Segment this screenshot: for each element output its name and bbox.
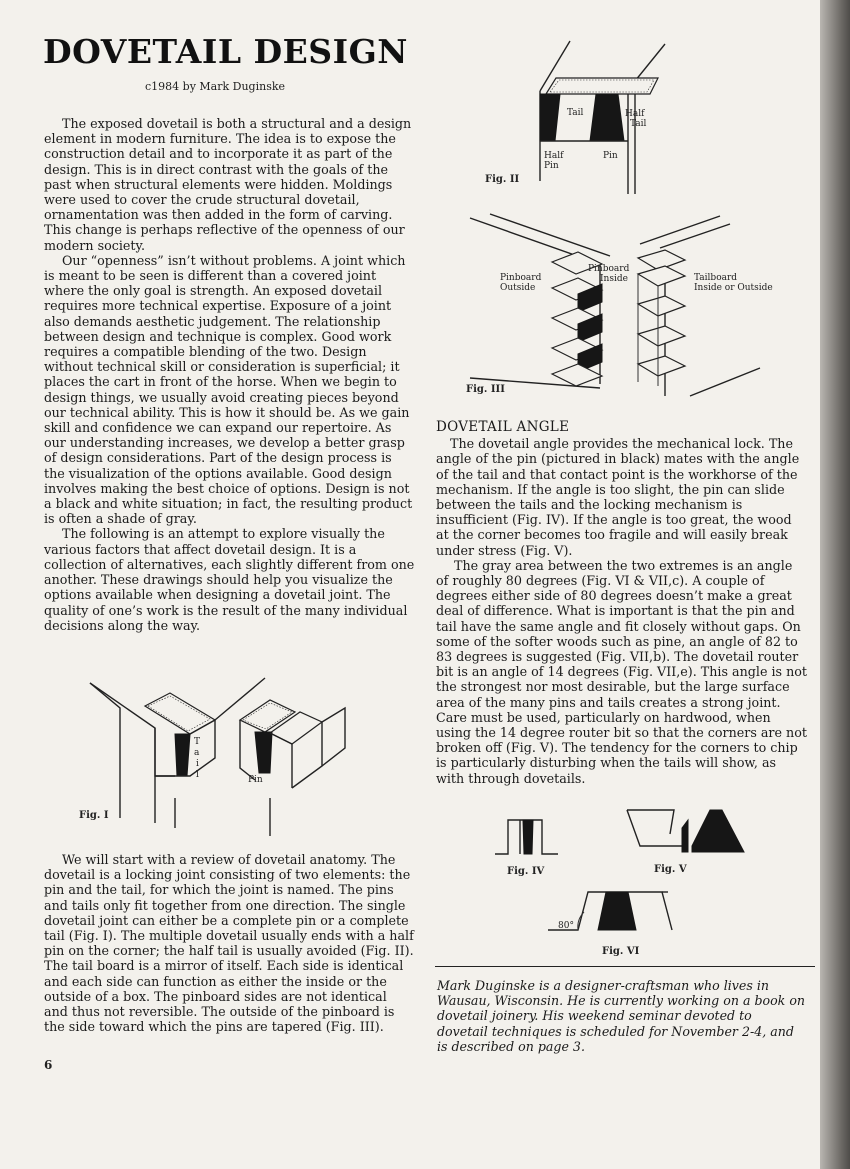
column-left-anatomy	[44, 852, 414, 1034]
pin-label: Pin	[248, 775, 263, 785]
angle-label: 80°	[558, 921, 574, 931]
fig1-tail-letters	[194, 737, 200, 780]
half-pin-label: Half	[544, 151, 564, 161]
figure-caption: Fig. V	[654, 864, 687, 875]
half-pin-label: Pin	[544, 161, 559, 171]
column-left-intro	[44, 116, 416, 633]
figure-caption: Fig. I	[79, 810, 109, 821]
figure-3	[460, 206, 795, 406]
paragraph: We will start with a review of dovetail anatomy. The dovetail is a locking joint consisting of two elements: the pin and the tail, for which the joint is named. The pins and tails only fit together from one direction. The single dovetail joint can either be a complete pin or a complete tail (Fig. I). The multiple dovetail usually ends with a half pin on the corner; the half tail is usually avoided (Fig. II). The tail board is a mirror of itself. Each side is identical and each side can function as either the inside or the outside of a box. The pinboard sides are not identical and thus not reversible. The outside of the pinboard is the side toward which the pins are tapered (Fig. III).	[44, 852, 414, 1035]
half-tail-label: Half	[625, 109, 645, 119]
figure-4	[490, 812, 570, 878]
fig3-tailboard-steps	[638, 250, 685, 386]
paragraph: The gray area between the two extremes is an angle of roughly 80 degrees (Fig. VI & VII,c). A couple of degrees either side of 80 degrees doesn’t make a great deal of difference. What is important is that the pin and tail have the same angle and fit closely without gaps. On some of the softer woods such as pine, an angle of 82 to 83 degrees is suggested (Fig. VII,b). The dovetail router bit is an angle of 14 degrees (Fig. VII,e). This angle is not the strongest nor most desirable, but the large surface area of the many pins and tails creates a strong joint. Care must be used, particularly on hardwood, when using the 14 degree router bit so that the corners are not broken off (Fig. V). The tendency for the corners to chip is particularly disturbing when the tails will show, as with through dovetails.	[436, 557, 808, 786]
pinboard-inside-label: Inside	[600, 274, 628, 284]
figure-caption: Fig. II	[485, 174, 520, 185]
tail-letter: l	[196, 770, 199, 780]
fig1-pin-board	[240, 700, 345, 836]
section-heading: DOVETAIL ANGLE	[436, 419, 570, 435]
pin-label: Pin	[603, 151, 618, 161]
paragraph: The following is an attempt to explore visually the various factors that affect dovetail design. It is a collection of alternatives, each slightly different from one another. These drawings should help you visualize the options available when designing a dovetail joint. The quality of one’s work is the result of the many individual decisions along the way.	[44, 526, 415, 633]
page-edge-shadow	[820, 0, 850, 1169]
figure-2	[480, 36, 710, 201]
figure-caption: Fig. VI	[602, 946, 640, 957]
tail-letter: i	[196, 759, 199, 769]
fig1-tail-board	[90, 678, 265, 828]
article-title: DOVETAIL DESIGN	[43, 32, 408, 71]
page-number: 6	[44, 1058, 53, 1072]
bio-divider	[435, 966, 815, 967]
tail-letter: T	[194, 737, 201, 747]
pinboard-outside-label: Outside	[500, 283, 536, 293]
pinboard-outside-label: Pinboard	[500, 273, 542, 283]
half-tail-label: Tail	[630, 119, 647, 129]
tailboard-label: Tailboard	[694, 273, 738, 283]
column-right	[436, 420, 808, 786]
figure-caption: Fig. III	[466, 384, 505, 395]
figure-caption: Fig. IV	[507, 866, 545, 877]
figure-5	[622, 806, 752, 876]
byline: c1984 by Mark Duginske	[145, 80, 286, 93]
paragraph: The exposed dovetail is both a structural and a design element in modern furniture. The idea is to expose the construction detail and to incorporate it as part of the design. This is in direct contrast with the goals of the past when structural elements were hidden. Moldings were used to cover the crude structural dovetail, ornamentation was then added in the form of carving. This change is perhaps reflective of the openness of our modern society.	[44, 116, 412, 253]
figure-6	[540, 882, 710, 957]
paragraph: Our “openness” isn’t without problems. A joint which is meant to be seen is different than a covered joint where the only goal is strength. An exposed dovetail requires more technical expertise. Exposure of a joint also demands aesthetic judgement. The relationship between design and technique is complex. Good work requires a compatible blending of the two. Design without technical skill or consideration is superficial; it places the cart in front of the horse. When we begin to design things, we usually avoid creating pieces beyond our technical ability. This is how it should be. As we gain skill and confidence we can expand our repertoire. As our understanding increases, we develop a better grasp of design considerations. Part of the design process is the visualization of the options available. Good design involves making the best choice of options. Design is not a black and white situation; in fact, the resulting product is often a shade of gray.	[44, 252, 413, 527]
figure-1	[60, 648, 370, 838]
tail-label: Tail	[567, 108, 584, 118]
paragraph: The dovetail angle provides the mechanical lock. The angle of the pin (pictured in black) mates with the angle of the tail and that contact point is the workhorse of the mechanism. If the angle is too slight, the pin can slide between the tails and the locking mechanism is insufficient (Fig. IV). If the angle is too great, the wood at the corner becomes too fragile and will easily break under stress (Fig. V).	[436, 436, 800, 558]
pinboard-inside-label: Pinboard	[588, 264, 630, 274]
author-bio: Mark Duginske is a designer-craftsman who lives in Wausau, Wisconsin. He is currently working on a book on dovetail joinery. His weekend seminar devoted to dovetail techniques is scheduled for November 2-4, and is described on page 3.	[437, 978, 806, 1054]
tailboard-label: Inside or Outside	[694, 283, 773, 293]
tail-letter: a	[194, 748, 200, 758]
